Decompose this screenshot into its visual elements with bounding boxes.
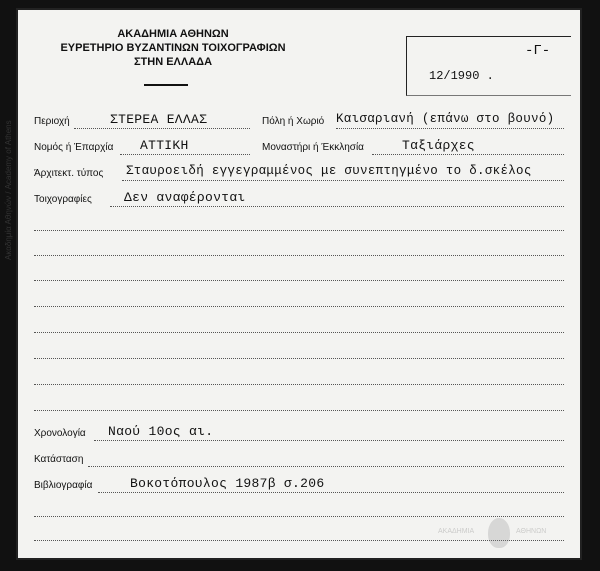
blank-line [34,410,564,411]
owl-icon [488,518,510,548]
monastery-value: Ταξιάρχες [402,138,475,153]
condition-line [88,466,564,467]
blank-line [34,516,564,517]
watermark-right: ΑΘΗΝΩΝ [516,528,547,535]
blank-line [34,306,564,307]
blank-line [34,384,564,385]
header-line-2: ΕΥΡΕΤΗΡΙΟ ΒΥΖΑΝΤΙΝΩΝ ΤΟΙΧΟΓΡΑΦΙΩΝ [60,42,286,54]
monastery-label: Μοναστήρι ή Έκκλησία [262,142,364,153]
prefecture-line [120,154,250,155]
prefecture-label: Νομός ή Έπαρχία [34,142,114,153]
box-mark: -Γ- [525,43,551,59]
region-line [74,128,250,129]
region-label: Περιοχή [34,116,70,127]
header-line-3: ΣΤΗΝ ΕΛΛΑΔΑ [133,56,213,68]
frescoes-line [110,206,564,207]
bibliography-line [98,492,564,493]
prefecture-value: ΑΤΤΙΚΗ [140,138,189,153]
header-underline [144,84,188,86]
architecture-label: Άρχιτεκτ. τύπος [34,168,104,179]
index-card [4,8,582,560]
chronology-value: Ναού 10ος αι. [108,424,214,439]
monastery-line [372,154,564,155]
blank-line [34,332,564,333]
academy-watermark [438,518,550,548]
blank-line [34,280,564,281]
blank-line [34,230,564,231]
chronology-line [94,440,564,441]
city-value: Καισαριανή (επάνω στο βουνό) [336,112,555,126]
blank-line [34,358,564,359]
reference-box [406,36,571,96]
side-caption: Ακαδημία Αθηνών / Academy of Athens [4,120,13,260]
header-line-1: ΑΚΑΔΗΜΙΑ ΑΘΗΝΩΝ [117,28,229,40]
architecture-line [122,180,564,181]
architecture-value: Σταυροειδή εγγεγραμμένος με συνεπτηγμένο το δ.σκέλος [126,164,532,178]
watermark-left: ΑΚΑΔΗΜΙΑ [438,528,475,535]
chronology-label: Χρονολογία [34,428,86,439]
city-line [336,128,564,129]
frescoes-value: Δεν αναφέρονται [124,190,246,205]
condition-label: Κατάσταση [34,454,84,465]
blank-line [34,255,564,256]
frescoes-label: Τοιχογραφίες [34,194,92,205]
region-value: ΣΤΕΡΕΑ ΕΛΛΑΣ [110,112,208,127]
bibliography-label: Βιβλιογραφία [34,480,93,491]
city-label: Πόλη ή Χωριό [262,116,325,127]
bibliography-value: Βοκοτόπουλος 1987β σ.206 [130,476,325,491]
box-date: 12/1990 . [429,69,494,83]
